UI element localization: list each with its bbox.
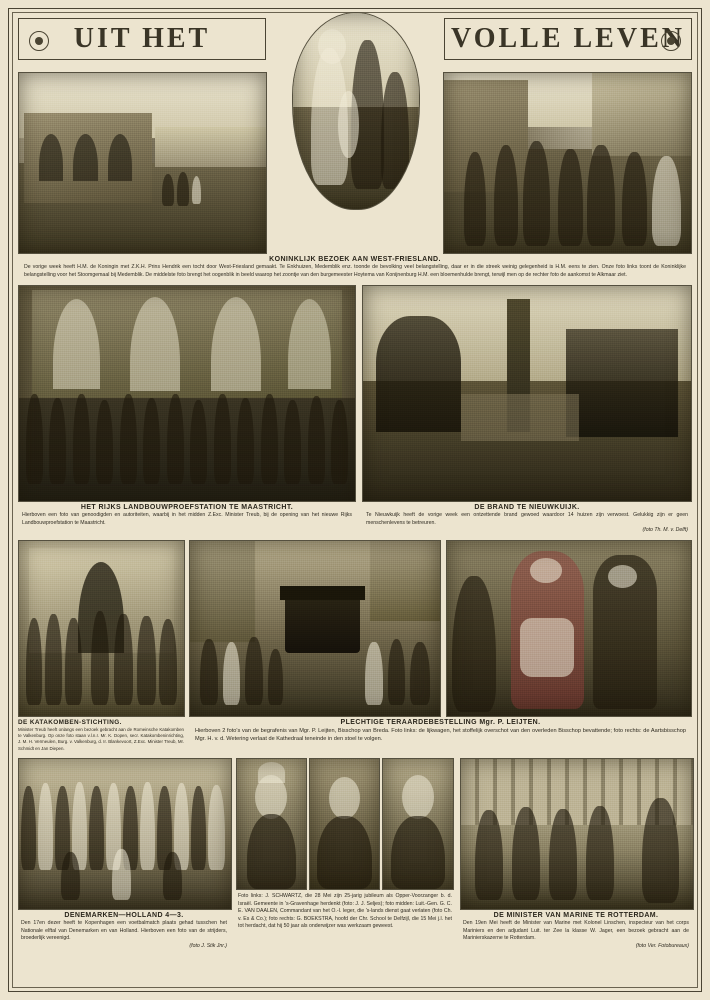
heading-katakomben-stichting: DE KATAKOMBEN-STICHTING. — [18, 718, 122, 726]
caption-jubilea-portretten: Foto links: J. SCHWARTZ, die 28 Mei zijn 25-jarig jubileum als Opper-Voorzanger b. d. Israël. Gemeente in 's-Gravenhage herdenkt (foto: J. J. Seljes); foto midden: Luit.-Gen. G. C. E. VAN DAALEN, Commandant van het O.-I. leger, die 's-lands dienst gaat verlaten (foto Ch. v. Es & Co.); foto rechts: G. BOEKSTRA, hoofd der Chr. School te Delfzijl, die 15 Mei j.l. het tot herdacht, dat hij 50 jaar als onderwijzer was werkzaam geweest. — [238, 893, 452, 930]
credit-minister-marine: (foto Ver. Fotobureaux) — [635, 942, 689, 949]
portrait-group — [236, 758, 454, 890]
heading-teraardebestelling-leijten: PLECHTIGE TERAARDEBESTELLING Mgr. P. LEIJTEN. — [340, 718, 541, 726]
masthead-title-right: VOLLE LEVEN — [451, 23, 685, 54]
portrait-g-boekstra — [382, 758, 454, 890]
caption-brand-nieuwkuijk: Te Nieuwkuijk heeft de vorige week een ontzettende brand gewoed waardoor 14 huizen zijn verwoest. Gelukkig zijn er geen menschenlevens te betreuren. — [366, 512, 688, 526]
section-row-3 — [18, 540, 692, 717]
photo-stoomgemaal-medemblik — [18, 72, 267, 254]
masthead-left — [18, 18, 266, 60]
caption-katakomben-stichting: Minister Treub heeft onlangs een bezoek gebracht aan de Romeinsche Katakomben te Valkenburg. Op onze foto staan v.l.n.r. Mr. K. Dopen, secr. Katakombeninrichting, J. M. H. Vermeulen, Burg. v. Valkenburg, d. Ir. Blankevoort, Z.Exc. Minister Treub, Mr. Schmidt en Jan Diepen. — [18, 726, 184, 751]
heading-denemarken-holland: DENEMARKEN—HOLLAND 4—3. — [64, 912, 184, 920]
caption-landbouwproefstation: Hierboven een foto van genoodigden en autoriteiten, waarbij in het midden Z.Exc. Minister Treub, bij de opening van het nieuwe Rijks Landbouwproefstation te Maastricht. — [22, 512, 352, 526]
heading-brand-nieuwkuijk: DE BRAND TE NIEUWKUIJK. — [474, 504, 580, 512]
photo-bloemenhulde-koningin — [272, 18, 438, 78]
heading-koninklijk-bezoek: KONINKLIJK BEZOEK AAN WEST-FRIESLAND. — [269, 256, 441, 263]
photo-aankomst-alkmaar — [443, 72, 692, 254]
photo-groepsfoto-landbouwproefstation — [18, 285, 356, 502]
photo-brand-nieuwkuijk — [362, 285, 692, 502]
captions-row-3 — [18, 717, 692, 753]
section-row-2 — [18, 285, 692, 502]
section-row-4 — [18, 758, 692, 950]
rosette-ornament-icon — [29, 31, 49, 51]
caption-minister-marine: Den 19en Mei heeft de Minister van Marine met Kolonel Linschen, inspecteur van het corps Mariniers en den adjudant Luit. ter Zee la klasse W. Jager, een bezoek gebracht aan de Marinierskazerne te Rotterdam. — [463, 920, 689, 942]
masthead-title-left: UIT HET — [73, 23, 211, 54]
credit-brand-nieuwkuijk: (foto Th. M. v. Delft) — [642, 527, 688, 534]
heading-minister-marine: DE MINISTER VAN MARINE TE ROTTERDAM. — [493, 912, 659, 920]
portrait-j-schwartz — [236, 758, 307, 890]
photo-aartsbisschop-wetering — [446, 540, 692, 717]
masthead — [18, 18, 692, 78]
photo-katakomben-bezoek — [18, 540, 185, 717]
credit-denemarken-holland: (foto J. Stik Jnr.) — [189, 942, 227, 949]
photo-lijkwagen-bisschop-leijten — [189, 540, 441, 717]
caption-denemarken-holland: Den 17en dezer heeft te Kopenhagen een voetbalmatch plaats gehad tusschen het Nationale elftal van Denemarken en van Holland. Hierboven een foto van de strijders, broederlijk vereenigd. — [21, 920, 227, 942]
heading-landbouwproefstation: HET RIJKS LANDBOUWPROEFSTATION TE MAASTRICHT. — [80, 504, 294, 512]
caption-teraardebestelling-leijten: Hierboven 2 foto's van de begrafenis van Mgr. P. Leijten, Bisschop van Breda. Foto links: de lijkwagen, het stoffelijk overschot van den overleden Bisschop bevattende; foto rechts: de Aartsbisschop Mgr. H. v. d. Wetering verlaat de Kathedraal teneinde in den stoel te volgen. — [195, 727, 686, 742]
page-content — [18, 18, 692, 982]
photo-minister-marine-rotterdam — [460, 758, 694, 910]
masthead-right — [444, 18, 692, 60]
caption-koninklijk-bezoek: De vorige week heeft H.M. de Koningin met Z.K.H. Prins Hendrik een tocht door West-Friesland gemaakt. Te Enkhuizen, Medemblik enz. toonde de bevolking veel belangstelling, daar er in die streek weinig gelegenheid is H.M. eens te zien. Onze foto links toont de Koninklijke belangstelling voor het Stoomgemaal bij Medemblik. De middelste foto brengt het oogenblik in beeld waarop het zoontje van den burgemeester Hoytema van Konijnenburg H.M. een bloemenhulde brengt, terwijl men op de rechter foto de aankomst te Alkmaar ziet. — [24, 264, 686, 278]
portrait-van-daalen — [309, 758, 380, 890]
photo-voetbalelftallen-kopenhagen — [18, 758, 232, 910]
captions-row-2 — [18, 502, 692, 535]
rosette-ornament-icon — [661, 31, 681, 51]
